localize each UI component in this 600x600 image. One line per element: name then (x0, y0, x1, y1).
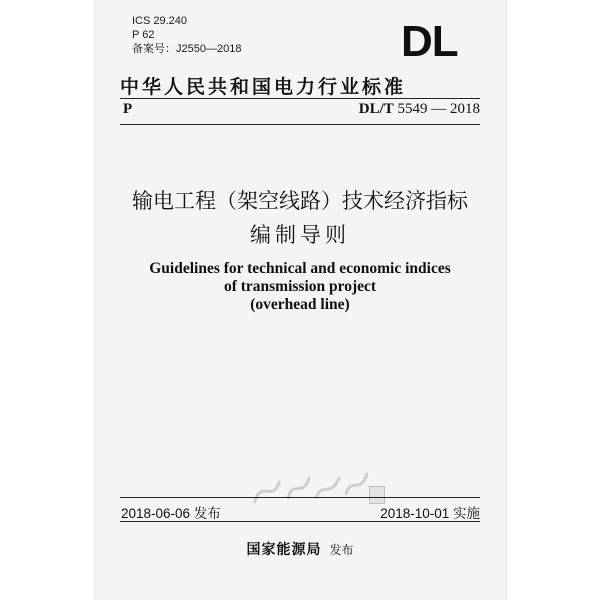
standard-number-value: 5549 — 2018 (397, 101, 480, 117)
title-rule (120, 124, 480, 125)
title-english-line-1: Guidelines for technical and economic indices (149, 260, 451, 277)
standard-code: DL/T (358, 101, 394, 117)
title-chinese-line-2: 编制导则 (250, 223, 350, 247)
publisher-action: 发布 (329, 543, 354, 557)
footer-rule (120, 521, 480, 522)
issue-date: 2018-06-06 发布 (121, 506, 221, 521)
ics-code: ICS 29.240 (132, 15, 188, 27)
title-chinese-line-1: 输电工程（架空线路）技术经济指标 (132, 189, 468, 213)
title-english (100, 260, 500, 314)
classification-block (132, 14, 241, 56)
title-english-line-3: (overhead line) (250, 296, 350, 313)
title-english-line-2: of transmission project (223, 278, 377, 295)
record-number: 备案号：J2550—2018 (132, 43, 242, 55)
implementation-date: 2018-10-01 实施 (380, 506, 480, 521)
category-label: P (123, 101, 133, 117)
title-chinese (100, 184, 500, 252)
ccs-code: P 62 (132, 29, 155, 41)
standard-number (320, 101, 480, 118)
date-rule (120, 497, 480, 498)
industry-standard-heading: 中华人民共和国电力行业标准 (120, 76, 407, 98)
publisher-organization: 国家能源局 (246, 542, 322, 558)
header-rule (120, 98, 480, 99)
dl-logo: DL (401, 17, 458, 66)
publisher (200, 539, 400, 559)
